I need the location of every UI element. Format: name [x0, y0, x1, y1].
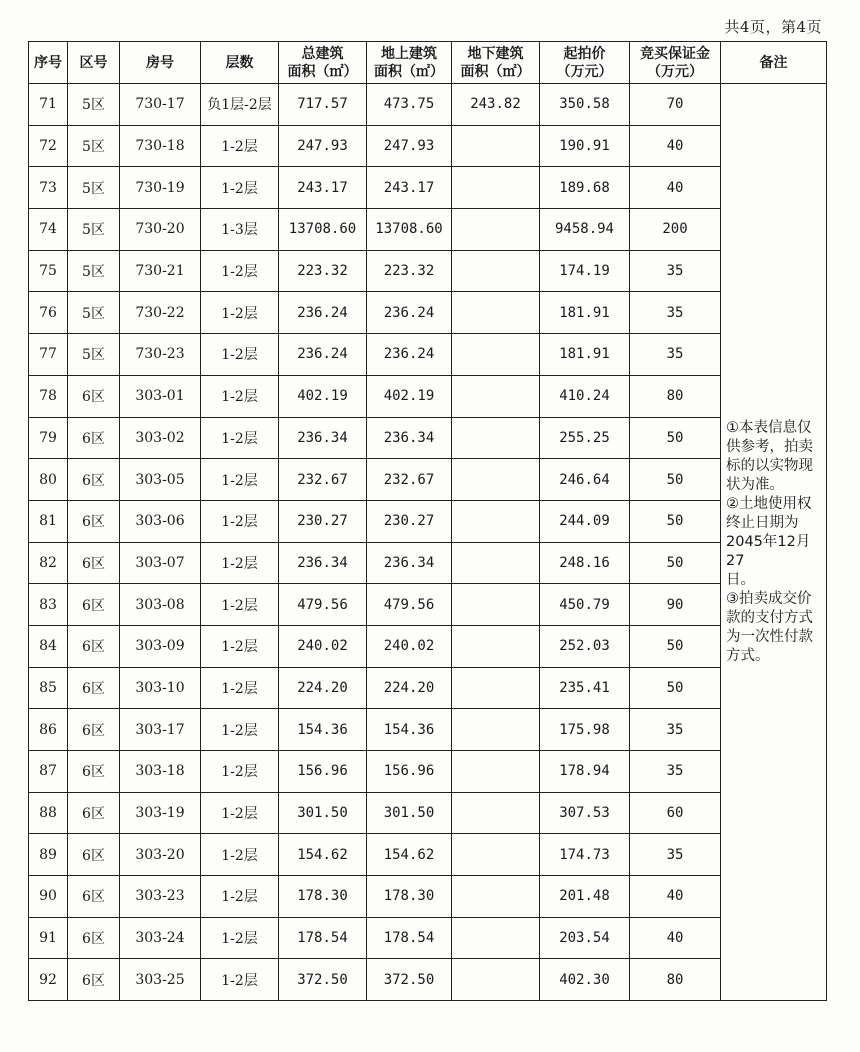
cell-above-area: 247.93	[367, 125, 452, 167]
cell-start-price: 410.24	[540, 375, 630, 417]
cell-below-area	[452, 876, 540, 918]
cell-total-area: 717.57	[279, 84, 367, 126]
header-remarks	[721, 42, 827, 84]
cell-zone: 5区	[68, 250, 120, 292]
header-line: 区号	[79, 54, 108, 71]
header-line: 竞买保证金	[640, 45, 710, 62]
header-line: （万元）	[556, 63, 613, 80]
cell-start-price: 244.09	[540, 500, 630, 542]
cell-above-area: 154.36	[367, 709, 452, 751]
cell-start-price: 181.91	[540, 292, 630, 334]
cell-room: 730-19	[120, 167, 201, 209]
cell-room: 303-06	[120, 500, 201, 542]
cell-below-area	[452, 417, 540, 459]
cell-index: 81	[29, 500, 68, 542]
cell-deposit: 40	[630, 917, 721, 959]
cell-floors: 1-2层	[201, 917, 279, 959]
cell-floors: 1-3层	[201, 209, 279, 251]
cell-deposit: 200	[630, 209, 721, 251]
cell-start-price: 450.79	[540, 584, 630, 626]
header-floors	[201, 42, 279, 84]
table-row	[29, 209, 827, 251]
cell-below-area	[452, 334, 540, 376]
cell-above-area: 236.24	[367, 334, 452, 376]
cell-start-price: 402.30	[540, 959, 630, 1001]
table-row	[29, 959, 827, 1001]
cell-index: 73	[29, 167, 68, 209]
cell-zone: 5区	[68, 125, 120, 167]
cell-start-price: 9458.94	[540, 209, 630, 251]
cell-room: 303-25	[120, 959, 201, 1001]
table-row	[29, 584, 827, 626]
cell-start-price: 190.91	[540, 125, 630, 167]
cell-deposit: 80	[630, 959, 721, 1001]
cell-index: 89	[29, 834, 68, 876]
cell-index: 74	[29, 209, 68, 251]
cell-index: 80	[29, 459, 68, 501]
remark-line: 供参考，拍卖	[726, 438, 813, 455]
remarks-cell	[721, 84, 827, 1001]
header-line: 面积（㎡）	[460, 63, 531, 80]
header-deposit	[630, 42, 721, 84]
remark-line: ①本表信息仅	[726, 419, 812, 436]
table-row	[29, 250, 827, 292]
cell-below-area	[452, 459, 540, 501]
cell-floors: 1-2层	[201, 500, 279, 542]
cell-start-price: 350.58	[540, 84, 630, 126]
cell-index: 91	[29, 917, 68, 959]
cell-deposit: 35	[630, 292, 721, 334]
remark-line: ③拍卖成交价	[726, 590, 812, 607]
cell-index: 82	[29, 542, 68, 584]
cell-deposit: 35	[630, 334, 721, 376]
cell-deposit: 40	[630, 167, 721, 209]
cell-below-area	[452, 250, 540, 292]
cell-below-area	[452, 667, 540, 709]
cell-start-price: 246.64	[540, 459, 630, 501]
table-row	[29, 334, 827, 376]
cell-above-area: 223.32	[367, 250, 452, 292]
cell-above-area: 372.50	[367, 959, 452, 1001]
header-line: （万元）	[647, 63, 703, 80]
cell-floors: 1-2层	[201, 292, 279, 334]
cell-floors: 1-2层	[201, 375, 279, 417]
header-zone	[68, 42, 120, 84]
cell-below-area	[452, 751, 540, 793]
cell-room: 303-24	[120, 917, 201, 959]
cell-room: 303-20	[120, 834, 201, 876]
cell-zone: 5区	[68, 292, 120, 334]
cell-deposit: 90	[630, 584, 721, 626]
cell-index: 76	[29, 292, 68, 334]
cell-above-area: 236.34	[367, 417, 452, 459]
cell-start-price: 255.25	[540, 417, 630, 459]
cell-zone: 6区	[68, 584, 120, 626]
cell-total-area: 232.67	[279, 459, 367, 501]
page-info: 共4页，第4页	[724, 18, 822, 36]
cell-index: 75	[29, 250, 68, 292]
cell-deposit: 50	[630, 625, 721, 667]
cell-room: 730-20	[120, 209, 201, 251]
table-row	[29, 667, 827, 709]
table-row	[29, 792, 827, 834]
table-row	[29, 876, 827, 918]
cell-zone: 5区	[68, 334, 120, 376]
cell-below-area	[452, 500, 540, 542]
remark-line: 方式。	[726, 647, 770, 664]
cell-total-area: 178.30	[279, 876, 367, 918]
cell-start-price: 174.73	[540, 834, 630, 876]
cell-start-price: 189.68	[540, 167, 630, 209]
cell-room: 303-01	[120, 375, 201, 417]
remark-line: 状为准。	[726, 476, 784, 493]
cell-above-area: 224.20	[367, 667, 452, 709]
header-start-price	[540, 42, 630, 84]
header-row	[29, 42, 827, 84]
header-line: 面积（㎡）	[287, 63, 358, 80]
table-row	[29, 834, 827, 876]
header-line: 地下建筑	[467, 45, 524, 62]
header-line: 房号	[146, 54, 174, 71]
cell-above-area: 156.96	[367, 751, 452, 793]
auction-table	[28, 41, 827, 1001]
table-row	[29, 167, 827, 209]
cell-zone: 6区	[68, 542, 120, 584]
cell-deposit: 50	[630, 500, 721, 542]
cell-index: 85	[29, 667, 68, 709]
table-row	[29, 459, 827, 501]
cell-start-price: 201.48	[540, 876, 630, 918]
cell-deposit: 80	[630, 375, 721, 417]
cell-index: 71	[29, 84, 68, 126]
remark-line: 款的支付方式	[726, 609, 813, 626]
cell-below-area	[452, 917, 540, 959]
cell-floors: 1-2层	[201, 459, 279, 501]
cell-floors: 1-2层	[201, 542, 279, 584]
cell-start-price: 178.94	[540, 751, 630, 793]
cell-start-price: 174.19	[540, 250, 630, 292]
header-line: 层数	[225, 54, 254, 71]
cell-zone: 6区	[68, 417, 120, 459]
cell-room: 303-19	[120, 792, 201, 834]
cell-floors: 1-2层	[201, 125, 279, 167]
cell-floors: 1-2层	[201, 876, 279, 918]
cell-floors: 负1层-2层	[201, 84, 279, 126]
cell-floors: 1-2层	[201, 625, 279, 667]
cell-below-area	[452, 125, 540, 167]
cell-below-area	[452, 292, 540, 334]
remark-line: 为一次性付款	[726, 628, 813, 645]
cell-total-area: 243.17	[279, 167, 367, 209]
cell-total-area: 224.20	[279, 667, 367, 709]
cell-zone: 6区	[68, 709, 120, 751]
cell-total-area: 301.50	[279, 792, 367, 834]
cell-start-price: 248.16	[540, 542, 630, 584]
table-row	[29, 542, 827, 584]
remark-line: 终止日期为	[726, 514, 799, 531]
cell-index: 84	[29, 625, 68, 667]
cell-zone: 6区	[68, 792, 120, 834]
cell-zone: 6区	[68, 500, 120, 542]
cell-deposit: 35	[630, 250, 721, 292]
table-row	[29, 500, 827, 542]
cell-below-area	[452, 167, 540, 209]
cell-room: 303-23	[120, 876, 201, 918]
cell-index: 83	[29, 584, 68, 626]
cell-index: 87	[29, 751, 68, 793]
cell-total-area: 13708.60	[279, 209, 367, 251]
cell-total-area: 223.32	[279, 250, 367, 292]
remark-line: 2045年12月27	[726, 533, 811, 569]
cell-total-area: 402.19	[279, 375, 367, 417]
cell-below-area	[452, 834, 540, 876]
table-row	[29, 375, 827, 417]
cell-zone: 6区	[68, 625, 120, 667]
cell-floors: 1-2层	[201, 250, 279, 292]
cell-floors: 1-2层	[201, 834, 279, 876]
cell-zone: 6区	[68, 459, 120, 501]
cell-zone: 6区	[68, 375, 120, 417]
table-body	[29, 84, 827, 1001]
remark-line: 标的以实物现	[726, 457, 813, 474]
cell-total-area: 236.34	[279, 417, 367, 459]
cell-total-area: 154.36	[279, 709, 367, 751]
cell-room: 730-18	[120, 125, 201, 167]
cell-deposit: 35	[630, 834, 721, 876]
cell-floors: 1-2层	[201, 709, 279, 751]
cell-floors: 1-2层	[201, 584, 279, 626]
cell-total-area: 479.56	[279, 584, 367, 626]
cell-deposit: 50	[630, 417, 721, 459]
cell-above-area: 402.19	[367, 375, 452, 417]
cell-zone: 5区	[68, 84, 120, 126]
table-row	[29, 417, 827, 459]
cell-total-area: 236.24	[279, 334, 367, 376]
cell-below-area	[452, 375, 540, 417]
cell-floors: 1-2层	[201, 417, 279, 459]
cell-above-area: 479.56	[367, 584, 452, 626]
header-below-area	[452, 42, 540, 84]
cell-below-area	[452, 959, 540, 1001]
cell-floors: 1-2层	[201, 167, 279, 209]
cell-below-area	[452, 584, 540, 626]
cell-deposit: 40	[630, 125, 721, 167]
cell-zone: 5区	[68, 167, 120, 209]
cell-start-price: 175.98	[540, 709, 630, 751]
cell-zone: 6区	[68, 876, 120, 918]
remark-line: ②土地使用权	[726, 495, 812, 512]
cell-above-area: 236.24	[367, 292, 452, 334]
cell-zone: 6区	[68, 751, 120, 793]
cell-floors: 1-2层	[201, 792, 279, 834]
cell-room: 303-09	[120, 625, 201, 667]
cell-above-area: 154.62	[367, 834, 452, 876]
cell-total-area: 236.34	[279, 542, 367, 584]
cell-total-area: 156.96	[279, 751, 367, 793]
cell-room: 303-17	[120, 709, 201, 751]
cell-deposit: 60	[630, 792, 721, 834]
cell-above-area: 236.34	[367, 542, 452, 584]
table-row	[29, 292, 827, 334]
cell-below-area	[452, 542, 540, 584]
cell-zone: 6区	[68, 959, 120, 1001]
table-row	[29, 751, 827, 793]
cell-index: 90	[29, 876, 68, 918]
cell-room: 730-23	[120, 334, 201, 376]
cell-room: 303-18	[120, 751, 201, 793]
cell-below-area	[452, 709, 540, 751]
cell-above-area: 232.67	[367, 459, 452, 501]
cell-room: 303-02	[120, 417, 201, 459]
cell-room: 303-10	[120, 667, 201, 709]
header-line: 面积（㎡）	[374, 63, 444, 80]
cell-zone: 6区	[68, 917, 120, 959]
cell-deposit: 40	[630, 876, 721, 918]
cell-total-area: 240.02	[279, 625, 367, 667]
table-row	[29, 125, 827, 167]
cell-total-area: 154.62	[279, 834, 367, 876]
table-row	[29, 917, 827, 959]
header-line: 序号	[34, 54, 62, 71]
cell-above-area: 178.54	[367, 917, 452, 959]
table-row	[29, 709, 827, 751]
cell-start-price: 203.54	[540, 917, 630, 959]
remark-line: 日。	[726, 571, 755, 588]
cell-floors: 1-2层	[201, 334, 279, 376]
table-row	[29, 625, 827, 667]
cell-above-area: 230.27	[367, 500, 452, 542]
cell-floors: 1-2层	[201, 667, 279, 709]
cell-below-area	[452, 625, 540, 667]
cell-below-area	[452, 209, 540, 251]
cell-below-area	[452, 792, 540, 834]
cell-start-price: 181.91	[540, 334, 630, 376]
cell-index: 78	[29, 375, 68, 417]
header-line: 总建筑	[301, 45, 344, 62]
cell-index: 77	[29, 334, 68, 376]
cell-room: 730-22	[120, 292, 201, 334]
cell-room: 303-05	[120, 459, 201, 501]
cell-start-price: 307.53	[540, 792, 630, 834]
cell-room: 730-17	[120, 84, 201, 126]
cell-above-area: 178.30	[367, 876, 452, 918]
cell-zone: 6区	[68, 667, 120, 709]
cell-deposit: 50	[630, 459, 721, 501]
header-total-area	[279, 42, 367, 84]
header-index	[29, 42, 68, 84]
cell-total-area: 178.54	[279, 917, 367, 959]
cell-total-area: 372.50	[279, 959, 367, 1001]
table-row	[29, 84, 827, 126]
cell-floors: 1-2层	[201, 751, 279, 793]
cell-room: 303-07	[120, 542, 201, 584]
cell-room: 730-21	[120, 250, 201, 292]
header-above-area	[367, 42, 452, 84]
cell-above-area: 243.17	[367, 167, 452, 209]
cell-zone: 5区	[68, 209, 120, 251]
cell-deposit: 70	[630, 84, 721, 126]
header-line: 起拍价	[563, 45, 606, 62]
cell-zone: 6区	[68, 834, 120, 876]
cell-index: 79	[29, 417, 68, 459]
cell-index: 72	[29, 125, 68, 167]
cell-floors: 1-2层	[201, 959, 279, 1001]
cell-deposit: 50	[630, 667, 721, 709]
cell-index: 92	[29, 959, 68, 1001]
cell-above-area: 301.50	[367, 792, 452, 834]
cell-start-price: 252.03	[540, 625, 630, 667]
cell-index: 86	[29, 709, 68, 751]
cell-above-area: 240.02	[367, 625, 452, 667]
cell-index: 88	[29, 792, 68, 834]
cell-deposit: 35	[630, 709, 721, 751]
cell-total-area: 236.24	[279, 292, 367, 334]
header-line: 备注	[759, 54, 788, 71]
cell-above-area: 13708.60	[367, 209, 452, 251]
header-room	[120, 42, 201, 84]
cell-deposit: 50	[630, 542, 721, 584]
cell-deposit: 35	[630, 751, 721, 793]
cell-start-price: 235.41	[540, 667, 630, 709]
cell-total-area: 247.93	[279, 125, 367, 167]
header-line: 地上建筑	[381, 45, 437, 62]
cell-below-area: 243.82	[452, 84, 540, 126]
cell-room: 303-08	[120, 584, 201, 626]
cell-total-area: 230.27	[279, 500, 367, 542]
cell-above-area: 473.75	[367, 84, 452, 126]
